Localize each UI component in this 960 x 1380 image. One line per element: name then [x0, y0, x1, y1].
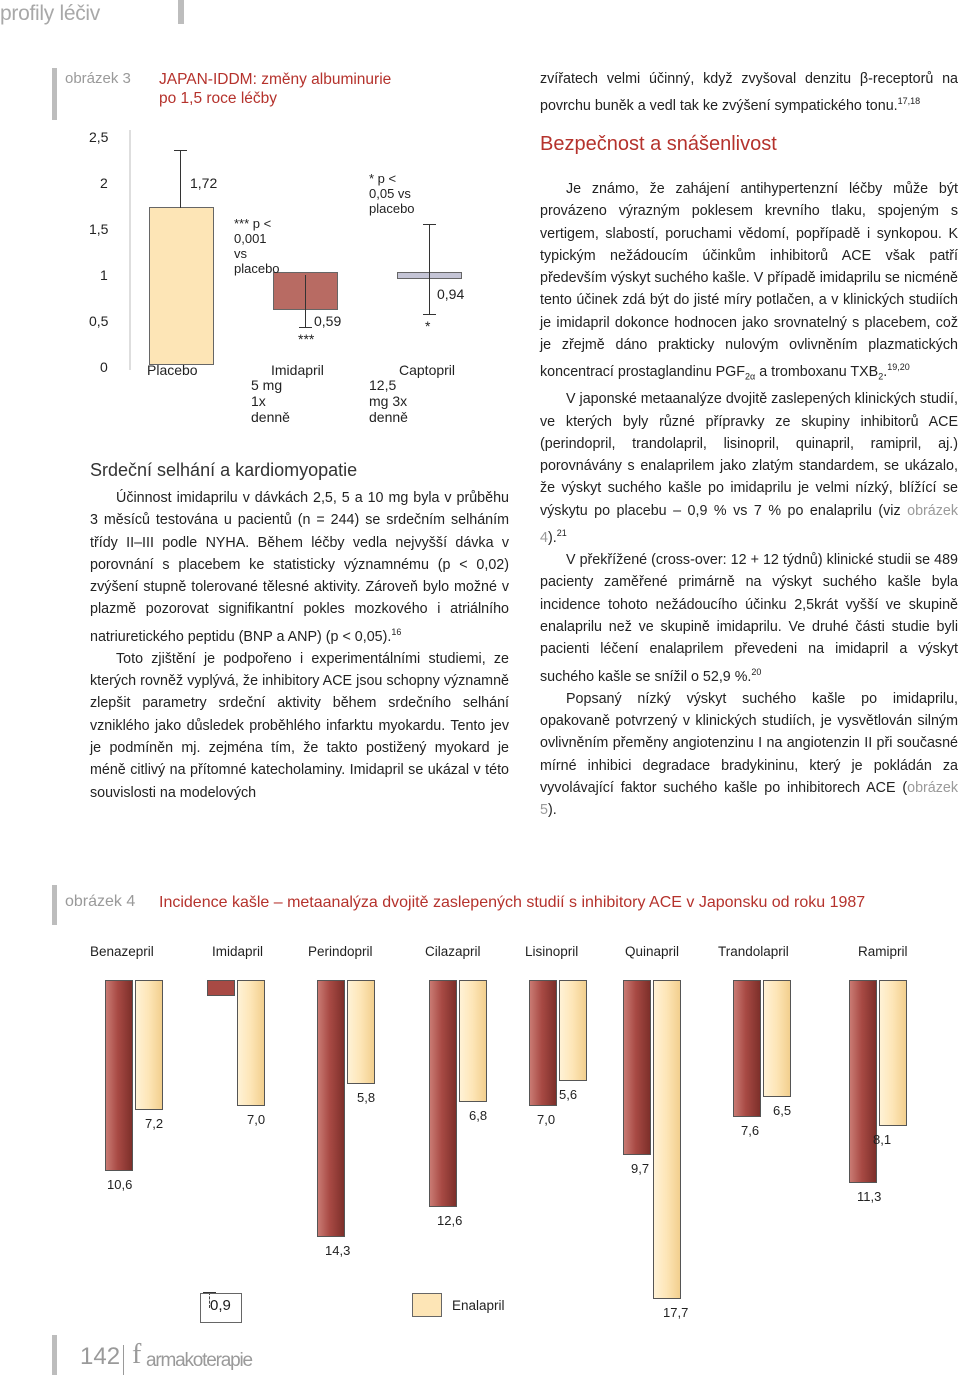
fig4-bar-inhibitor-perindopril: [317, 980, 345, 1237]
left-paragraph-2: Toto zjištění je podpořeno i experimentálními studiemi, ze kterých rovněž vyplývá, že inhibitory ACE jsou schopny významně zlepšit parametry srdeční aktivity během srdečního selhání vzniklého jako důsledek proběhlého infarktu myokardu. Tento jev je podmíněn mj. zejména tím, že takto postižený myokard je méně citlivý na přítomné katecholaminy. Imidapril se ukázal v této souvislosti na modelových: [90, 650, 509, 801]
fig3-ytick-0.5: 0,5: [89, 313, 109, 329]
page-header-title: profily léčiv: [0, 2, 100, 25]
left-p1-text: Účinnost imidaprilu v dávkách 2,5, 5 a 10 mg byla v průběhu 3 měsíců testována u pacientů (n = 244) se srdečním selháním třídy II–III podle NYHA. Během léčby vedla nejvyšší dávka v porovnání s placebem ke statisticky významnému (p < 0,02) zvýšení stupně tolerované tělesné aktivity. Zároveň bylo možné v plazmě pozorovat signifikantní pokles mozkového i atriálního natriuretického peptidu (BNP a ANP) (p < 0,05).: [90, 490, 509, 645]
fig4-bar-enalapril-ramipril: [879, 980, 907, 1126]
fig3-annotation-2: * p < 0,05 vs placebo: [369, 171, 415, 216]
right-p3-ref: 20: [751, 666, 762, 677]
fig4-category-quinapril: Quinapril: [625, 944, 680, 959]
right-p4-text-b: ).: [547, 802, 557, 819]
right-p2-text-b: ).: [547, 529, 557, 546]
fig4-value-inhibitor-lisinopril: 7,0: [537, 1112, 556, 1127]
figure3-tag: obrázek 3: [65, 70, 131, 87]
fig4-value-inhibitor-perindopril: 14,3: [325, 1243, 351, 1259]
fig4-bar-enalapril-perindopril: [347, 980, 375, 1084]
fig4-category-imidapril: Imidapril: [212, 944, 264, 959]
fig4-value-inhibitor-benazepril: 10,6: [107, 1176, 133, 1192]
fig4-bar-inhibitor-benazepril: [105, 980, 133, 1171]
fig3-value-captopril: 0,94: [437, 286, 465, 302]
right-p1-text-a: Je známo, že zahájení antihypertenzní léčby může být provázeno výrazným poklesem krevního tlaku, spojeným s vertigem, slabostí, poruchami vědomí, popřípadě i synkopou. K typickým nežádoucím účinkům inhibitorů ACE však patří především výskyt suchého kašle. V případě imidaprilu se nicméně tento účinek zdá být do jisté míry potlačen, a v klinických studiích je imidapril dokonce hodnocen jako srovnatelný s placebem, což je zřejmě dáno prakticky nulovým ovlivněním plazmatických koncentrací prostaglandinu PGF: [540, 181, 958, 381]
fig3-sig-imidapril: ***: [298, 331, 315, 347]
fig4-bar-inhibitor-quinapril: [623, 980, 651, 1155]
fig4-value-enalapril-lisinopril: 5,6: [559, 1086, 578, 1102]
fig4-bar-inhibitor-imidapril: [207, 980, 235, 996]
section-title-safety: Bezpečnost a snášenlivost: [540, 133, 777, 155]
fig4-legend-swatch-enalapril: [412, 1293, 442, 1317]
fig4-value-enalapril-trandolapril: 6,5: [773, 1103, 792, 1118]
fig3-sig-captopril: *: [425, 318, 431, 334]
fig3-value-imidapril: 0,59: [314, 313, 342, 329]
right-p4-text-a: Popsaný nízký výskyt suchého kašle po imidaprilu, opakovaně potvrzený v klinických studiích, je vysvětlován silným ovlivněním přeměny angiotenzinu I na angiotenzin II při současné mírné inhibici degradace bradykininu, který je pokládán za vyvolávající faktor suchého kašle po inhibitorech ACE (: [540, 690, 958, 796]
fig3-ytick-1.5: 1,5: [89, 221, 109, 237]
figure3-title-line1: JAPAN-IDDM: změny albuminurie: [159, 71, 392, 88]
fig3-cat-imidapril-1: Imidapril: [271, 362, 324, 378]
fig4-category-lisinopril: Lisinopril: [525, 944, 579, 959]
footer-divider: [123, 1345, 124, 1375]
figure4-title: Incidence kašle – metaanalýza dvojitě zaslepených studií s inhibitory ACE v Japonsku od roku 1987: [159, 894, 866, 911]
footer-page-number: 142: [80, 1343, 121, 1370]
left-p1-ref: 16: [391, 626, 402, 637]
fig3-cat-imidapril-2: 5 mg 1x denně: [251, 377, 290, 425]
link-figure4[interactable]: obrázek 4: [540, 502, 958, 546]
link-figure5[interactable]: obrázek 5: [540, 779, 958, 819]
right-intro-ref: 17,18: [897, 96, 921, 107]
fig4-bar-enalapril-trandolapril: [763, 980, 791, 1097]
fig4-category-perindopril: Perindopril: [308, 944, 373, 959]
figure3-title-line2: po 1,5 roce léčby: [159, 90, 278, 107]
fig4-value-inhibitor-ramipril: 11,3: [857, 1189, 882, 1205]
fig4-value-enalapril-benazepril: 7,2: [145, 1115, 164, 1131]
fig3-ytick-2.5: 2,5: [89, 129, 109, 145]
section-title-heart-failure: Srdeční selhání a kardiomyopatie: [90, 460, 358, 480]
fig4-bar-inhibitor-cilazapril: [429, 980, 457, 1207]
footer-logo-text: armakoterapie: [146, 1350, 252, 1371]
right-p2-ref: 21: [556, 528, 567, 539]
fig4-bar-enalapril-quinapril: [653, 980, 681, 1299]
fig4-value-enalapril-imidapril: 7,0: [247, 1112, 266, 1127]
fig4-bar-inhibitor-ramipril: [849, 980, 877, 1183]
fig4-imidapril-value-boxed: 0,9: [210, 1297, 231, 1314]
fig4-category-trandolapril: Trandolapril: [718, 944, 789, 959]
right-p1-text-b: a tromboxanu TXB: [755, 364, 879, 381]
right-p1-ref: 19,20: [887, 362, 910, 373]
fig4-category-cilazapril: Cilazapril: [425, 944, 481, 959]
fig4-category-benazepril: Benazepril: [90, 944, 154, 959]
fig3-annotation-1: *** p < 0,001 vs placebo: [234, 216, 280, 276]
right-p1-text-c: .: [883, 364, 888, 381]
fig4-bar-inhibitor-lisinopril: [529, 980, 557, 1106]
fig4-bar-enalapril-cilazapril: [459, 980, 487, 1102]
fig4-value-inhibitor-trandolapril: 7,6: [741, 1122, 760, 1138]
footer-logo-f: f: [132, 1339, 142, 1370]
fig3-ytick-2: 2: [100, 175, 108, 191]
right-p2-text-a: V japonské metaanalýze dvojitě zaslepených klinických studií, ve kterých byly různé přípravky ze skupiny inhibitorů ACE (perindopril, trandolapril, lisinopril, quinapril, ramipril, aj.) porovnávány s enalaprilem jako zlatým standardem, se ukázalo, že výskyt suchého kašle po imidaprilu je velmi nízký, blížící se výskytu po placebu – 0,9 % vs 7 % po enalaprilu (viz: [540, 391, 958, 519]
fig4-value-inhibitor-quinapril: 9,7: [631, 1160, 650, 1176]
fig4-bar-inhibitor-trandolapril: [733, 980, 761, 1117]
fig3-ytick-1: 1: [100, 267, 108, 283]
fig4-bar-enalapril-benazepril: [135, 980, 163, 1110]
fig4-bar-enalapril-imidapril: [237, 980, 265, 1106]
fig4-legend-label-enalapril: Enalapril: [452, 1298, 505, 1313]
fig3-value-placebo: 1,72: [190, 175, 218, 191]
figure4-tag: obrázek 4: [65, 893, 136, 910]
fig3-ytick-0: 0: [100, 359, 108, 375]
right-p1-sub2: 2: [878, 372, 884, 382]
fig4-value-enalapril-perindopril: 5,8: [357, 1090, 376, 1106]
right-p1-sub: 2α: [745, 372, 756, 382]
fig4-category-ramipril: Ramipril: [858, 944, 908, 959]
fig3-cat-captopril-2: 12,5 mg 3x denně: [369, 377, 408, 425]
fig4-bar-enalapril-lisinopril: [559, 980, 587, 1081]
right-p3-text: V překřížené (cross-over: 12 + 12 týdnů) klinické studii se 489 pacienty zaměřené primárně na výskyt suchého kašle byla incidence tohoto nežádoucího účinku 2,5krát vyšší ve skupině enalaprilu než ve skupině imidaprilu. Ve druhé části studie byli pacienti léčení enalaprilem převedeni na imidapril a výskyt suchého kašle se snížil o 52,9 %.: [540, 552, 958, 685]
fig4-value-inhibitor-cilazapril: 12,6: [437, 1212, 463, 1228]
fig3-cat-placebo: Placebo: [147, 362, 198, 378]
fig4-value-enalapril-ramipril: 8,1: [873, 1131, 892, 1147]
footer-accent-bar: [52, 1335, 57, 1375]
fig3-cat-captopril-1: Captopril: [399, 362, 456, 378]
fig4-value-enalapril-cilazapril: 6,8: [469, 1108, 488, 1124]
fig4-value-enalapril-quinapril: 17,7: [663, 1304, 689, 1320]
right-intro-text: zvířatech velmi účinný, když zvyšoval denzitu β-receptorů na povrchu buněk a vedl tak ke zvýšení sympatického tonu.: [540, 71, 958, 115]
